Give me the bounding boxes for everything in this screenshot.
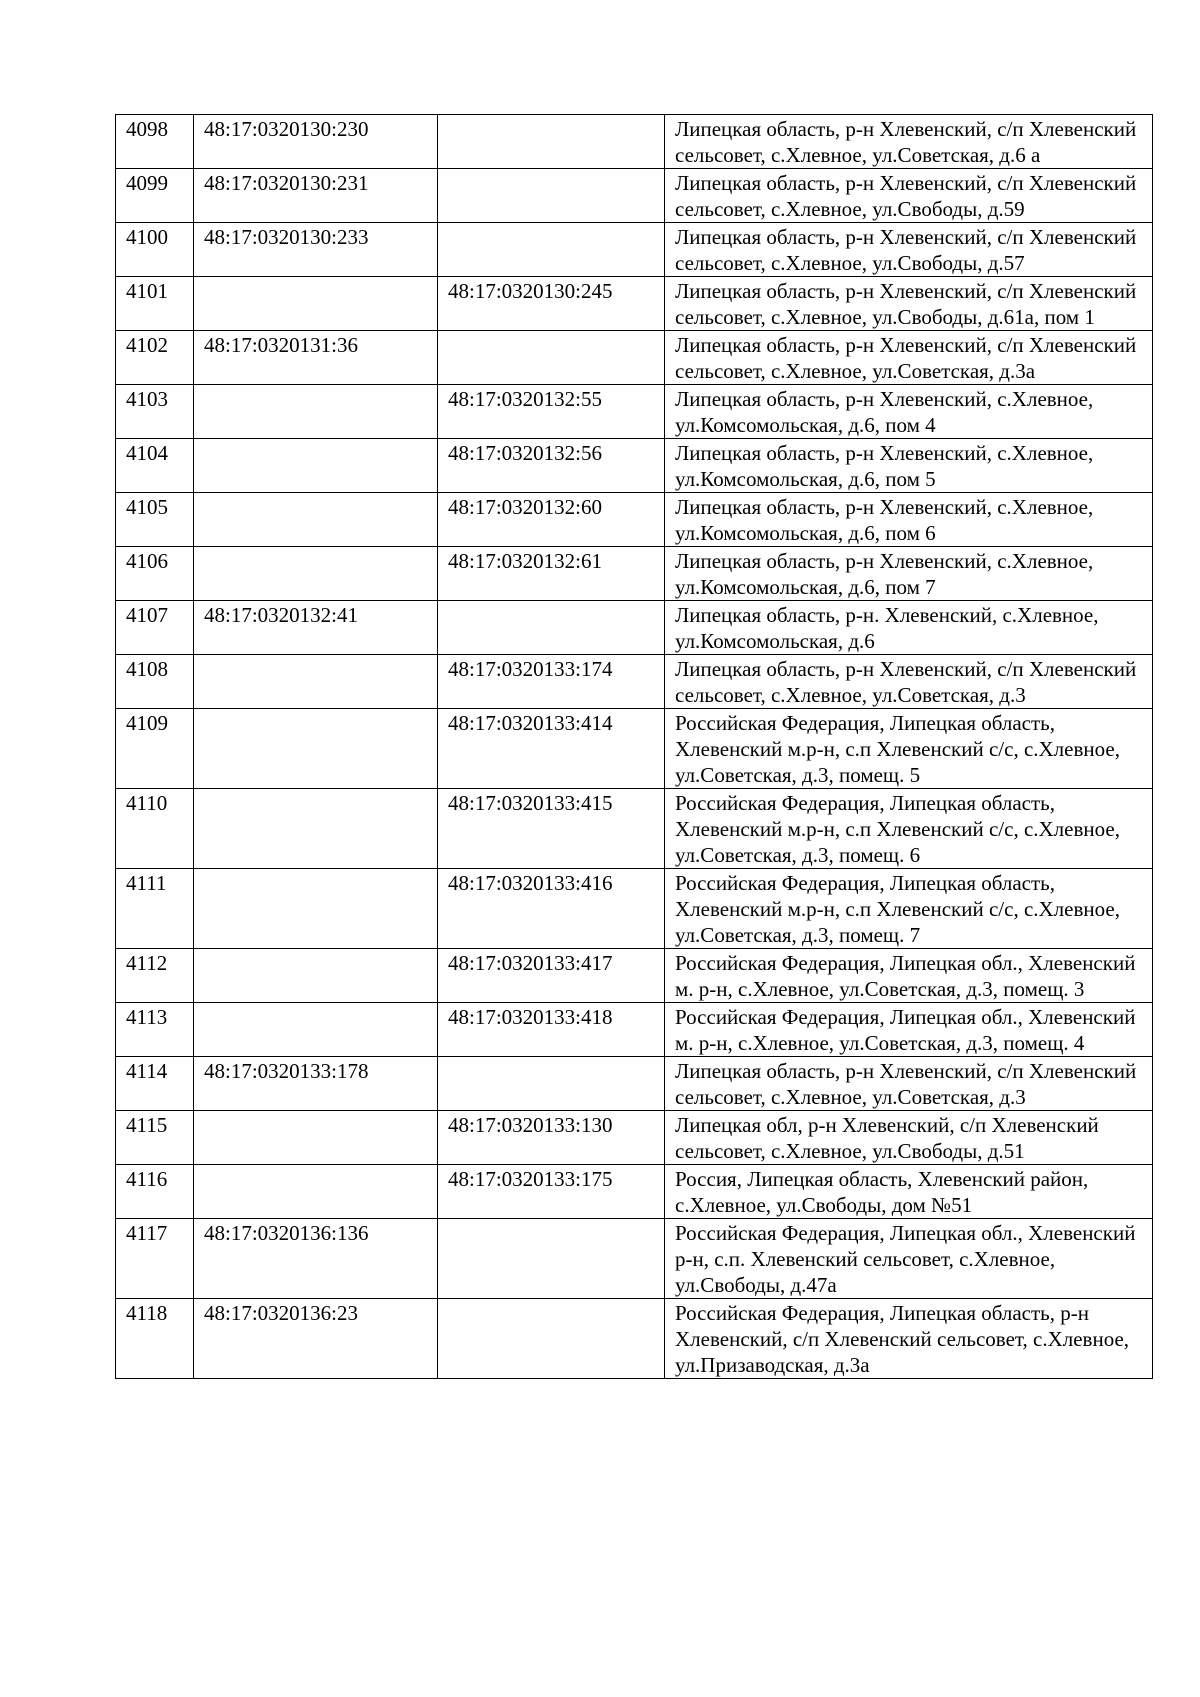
land-cadastral-number-cell xyxy=(194,385,438,439)
address-cell: Липецкая область, р-н Хлевенский, с/п Хлевенский сельсовет, с.Хлевное, ул.Свободы, д.59 xyxy=(665,169,1153,223)
building-cadastral-number-cell: 48:17:0320133:414 xyxy=(438,709,665,789)
land-cadastral-number-cell xyxy=(194,949,438,1003)
table-row xyxy=(116,223,1153,277)
address-cell: Липецкая область, р-н Хлевенский, с.Хлевное, ул.Комсомольская, д.6, пом 6 xyxy=(665,493,1153,547)
building-cadastral-number-cell xyxy=(438,601,665,655)
row-number-cell: 4111 xyxy=(116,869,194,949)
address-cell: Липецкая область, р-н Хлевенский, с/п Хлевенский сельсовет, с.Хлевное, ул.Советская, д.6 а xyxy=(665,115,1153,169)
table-row xyxy=(116,385,1153,439)
address-cell: Российская Федерация, Липецкая область, р-н Хлевенский, с/п Хлевенский сельсовет, с.Хлевное, ул.Призаводская, д.3а xyxy=(665,1299,1153,1379)
row-number-cell: 4109 xyxy=(116,709,194,789)
table-row xyxy=(116,169,1153,223)
address-cell: Россия, Липецкая область, Хлевенский район, с.Хлевное, ул.Свободы, дом №51 xyxy=(665,1165,1153,1219)
address-cell: Российская Федерация, Липецкая область, Хлевенский м.р-н, с.п Хлевенский с/с, с.Хлевное, ул.Советская, д.3, помещ. 5 xyxy=(665,709,1153,789)
land-cadastral-number-cell: 48:17:0320130:230 xyxy=(194,115,438,169)
building-cadastral-number-cell: 48:17:0320133:130 xyxy=(438,1111,665,1165)
table-row xyxy=(116,547,1153,601)
address-cell: Российская Федерация, Липецкая обл., Хлевенский м. р-н, с.Хлевное, ул.Советская, д.3, помещ. 4 xyxy=(665,1003,1153,1057)
address-cell: Липецкая область, р-н Хлевенский, с.Хлевное, ул.Комсомольская, д.6, пом 7 xyxy=(665,547,1153,601)
row-number-cell: 4101 xyxy=(116,277,194,331)
address-cell: Липецкая область, р-н Хлевенский, с.Хлевное, ул.Комсомольская, д.6, пом 5 xyxy=(665,439,1153,493)
building-cadastral-number-cell: 48:17:0320133:415 xyxy=(438,789,665,869)
address-cell: Липецкая область, р-н Хлевенский, с/п Хлевенский сельсовет, с.Хлевное, ул.Советская, д.3 xyxy=(665,1057,1153,1111)
address-cell: Российская Федерация, Липецкая область, Хлевенский м.р-н, с.п Хлевенский с/с, с.Хлевное, ул.Советская, д.3, помещ. 7 xyxy=(665,869,1153,949)
land-cadastral-number-cell: 48:17:0320136:23 xyxy=(194,1299,438,1379)
building-cadastral-number-cell: 48:17:0320132:56 xyxy=(438,439,665,493)
building-cadastral-number-cell: 48:17:0320132:60 xyxy=(438,493,665,547)
land-cadastral-number-cell: 48:17:0320130:233 xyxy=(194,223,438,277)
table-row xyxy=(116,869,1153,949)
row-number-cell: 4112 xyxy=(116,949,194,1003)
row-number-cell: 4118 xyxy=(116,1299,194,1379)
row-number-cell: 4106 xyxy=(116,547,194,601)
table-row xyxy=(116,493,1153,547)
table-row xyxy=(116,1057,1153,1111)
land-cadastral-number-cell: 48:17:0320133:178 xyxy=(194,1057,438,1111)
building-cadastral-number-cell xyxy=(438,1219,665,1299)
address-cell: Липецкая область, р-н. Хлевенский, с.Хлевное, ул.Комсомольская, д.6 xyxy=(665,601,1153,655)
land-cadastral-number-cell: 48:17:0320132:41 xyxy=(194,601,438,655)
table-row xyxy=(116,1003,1153,1057)
address-cell: Липецкая область, р-н Хлевенский, с/п Хлевенский сельсовет, с.Хлевное, ул.Советская, д.3 xyxy=(665,655,1153,709)
row-number-cell: 4117 xyxy=(116,1219,194,1299)
table-row xyxy=(116,601,1153,655)
row-number-cell: 4108 xyxy=(116,655,194,709)
land-cadastral-number-cell xyxy=(194,869,438,949)
table-row xyxy=(116,277,1153,331)
document-page xyxy=(115,114,1153,1379)
building-cadastral-number-cell xyxy=(438,115,665,169)
row-number-cell: 4110 xyxy=(116,789,194,869)
row-number-cell: 4102 xyxy=(116,331,194,385)
building-cadastral-number-cell: 48:17:0320133:418 xyxy=(438,1003,665,1057)
cadastral-registry-table xyxy=(115,114,1153,1379)
table-row xyxy=(116,1165,1153,1219)
row-number-cell: 4098 xyxy=(116,115,194,169)
table-row xyxy=(116,1219,1153,1299)
building-cadastral-number-cell xyxy=(438,169,665,223)
address-cell: Липецкая область, р-н Хлевенский, с/п Хлевенский сельсовет, с.Хлевное, ул.Свободы, д.61а, пом 1 xyxy=(665,277,1153,331)
address-cell: Липецкая область, р-н Хлевенский, с.Хлевное, ул.Комсомольская, д.6, пом 4 xyxy=(665,385,1153,439)
table-row xyxy=(116,439,1153,493)
registry-table-body xyxy=(116,115,1153,1379)
building-cadastral-number-cell: 48:17:0320130:245 xyxy=(438,277,665,331)
address-cell: Российская Федерация, Липецкая обл., Хлевенский м. р-н, с.Хлевное, ул.Советская, д.3, помещ. 3 xyxy=(665,949,1153,1003)
address-cell: Липецкая обл, р-н Хлевенский, с/п Хлевенский сельсовет, с.Хлевное, ул.Свободы, д.51 xyxy=(665,1111,1153,1165)
land-cadastral-number-cell xyxy=(194,789,438,869)
table-row xyxy=(116,331,1153,385)
building-cadastral-number-cell xyxy=(438,223,665,277)
row-number-cell: 4103 xyxy=(116,385,194,439)
building-cadastral-number-cell: 48:17:0320133:175 xyxy=(438,1165,665,1219)
land-cadastral-number-cell: 48:17:0320131:36 xyxy=(194,331,438,385)
building-cadastral-number-cell: 48:17:0320133:174 xyxy=(438,655,665,709)
row-number-cell: 4099 xyxy=(116,169,194,223)
land-cadastral-number-cell xyxy=(194,709,438,789)
table-row xyxy=(116,115,1153,169)
land-cadastral-number-cell xyxy=(194,1111,438,1165)
row-number-cell: 4105 xyxy=(116,493,194,547)
row-number-cell: 4104 xyxy=(116,439,194,493)
building-cadastral-number-cell: 48:17:0320133:417 xyxy=(438,949,665,1003)
table-row xyxy=(116,709,1153,789)
building-cadastral-number-cell xyxy=(438,1299,665,1379)
address-cell: Липецкая область, р-н Хлевенский, с/п Хлевенский сельсовет, с.Хлевное, ул.Свободы, д.57 xyxy=(665,223,1153,277)
row-number-cell: 4114 xyxy=(116,1057,194,1111)
building-cadastral-number-cell xyxy=(438,1057,665,1111)
land-cadastral-number-cell xyxy=(194,439,438,493)
row-number-cell: 4116 xyxy=(116,1165,194,1219)
land-cadastral-number-cell xyxy=(194,1003,438,1057)
building-cadastral-number-cell xyxy=(438,331,665,385)
land-cadastral-number-cell xyxy=(194,655,438,709)
building-cadastral-number-cell: 48:17:0320133:416 xyxy=(438,869,665,949)
address-cell: Липецкая область, р-н Хлевенский, с/п Хлевенский сельсовет, с.Хлевное, ул.Советская, д.3а xyxy=(665,331,1153,385)
land-cadastral-number-cell xyxy=(194,547,438,601)
address-cell: Российская Федерация, Липецкая область, Хлевенский м.р-н, с.п Хлевенский с/с, с.Хлевное, ул.Советская, д.3, помещ. 6 xyxy=(665,789,1153,869)
land-cadastral-number-cell: 48:17:0320130:231 xyxy=(194,169,438,223)
table-row xyxy=(116,789,1153,869)
row-number-cell: 4115 xyxy=(116,1111,194,1165)
building-cadastral-number-cell: 48:17:0320132:55 xyxy=(438,385,665,439)
land-cadastral-number-cell: 48:17:0320136:136 xyxy=(194,1219,438,1299)
row-number-cell: 4113 xyxy=(116,1003,194,1057)
table-row xyxy=(116,1111,1153,1165)
row-number-cell: 4100 xyxy=(116,223,194,277)
row-number-cell: 4107 xyxy=(116,601,194,655)
table-row xyxy=(116,949,1153,1003)
address-cell: Российская Федерация, Липецкая обл., Хлевенский р-н, с.п. Хлевенский сельсовет, с.Хлевное, ул.Свободы, д.47а xyxy=(665,1219,1153,1299)
table-row xyxy=(116,655,1153,709)
land-cadastral-number-cell xyxy=(194,277,438,331)
building-cadastral-number-cell: 48:17:0320132:61 xyxy=(438,547,665,601)
land-cadastral-number-cell xyxy=(194,1165,438,1219)
land-cadastral-number-cell xyxy=(194,493,438,547)
table-row xyxy=(116,1299,1153,1379)
